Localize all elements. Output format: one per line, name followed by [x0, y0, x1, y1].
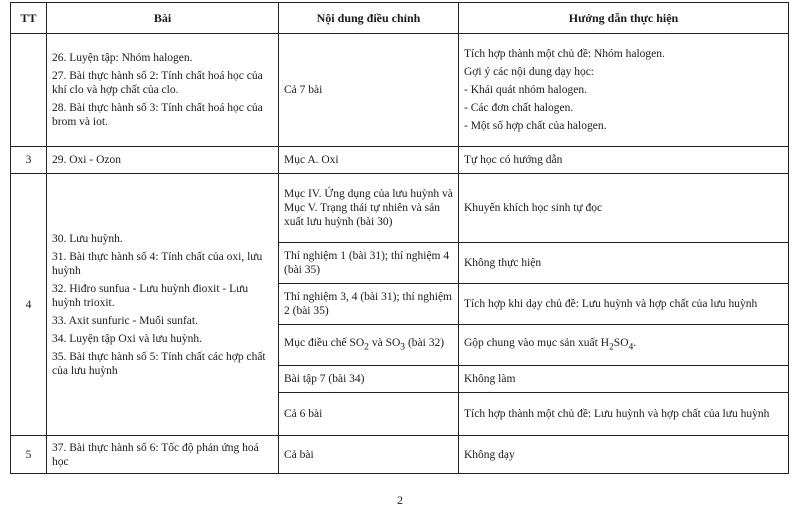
adjustment-table [10, 2, 789, 474]
lesson-item: 26. Luyện tập: Nhóm halogen. [52, 52, 193, 64]
cell-guidance: Khuyến khích học sinh tự đọc [459, 174, 789, 243]
lesson-item: 32. Hiđro sunfua - Lưu huỳnh đioxit - Lưu huỳnh trioxit. [52, 282, 249, 309]
guidance-line: Tích hợp thành một chủ đề: Nhóm halogen. [464, 48, 665, 60]
lesson-item: 28. Bài thực hành số 3: Tính chất hoá học của brom và iot. [52, 102, 263, 128]
cell-lesson: 29. Oxi - Ozon [47, 147, 279, 174]
page-number: 2 [397, 493, 403, 507]
header-adjustment: Nội dung điều chỉnh [279, 3, 459, 34]
lesson-item: 27. Bài thực hành số 2: Tính chất hoá học của khí clo và hợp chất của clo. [52, 70, 263, 96]
guidance-line: - Một số hợp chất của halogen. [464, 120, 607, 132]
cell-adjustment: Mục A. Oxi [279, 147, 459, 174]
lesson-item: 33. Axit sunfuric - Muối sunfat. [52, 314, 198, 327]
formula-text: Gộp chung vào mục sản xuất H [464, 336, 609, 349]
cell-guidance: Không thực hiện [459, 243, 789, 284]
formula-text: (bài 32) [405, 336, 445, 349]
cell-tt: 3 [11, 147, 47, 174]
lesson-item: 35. Bài thực hành số 5: Tính chất các hợp chất của lưu huỳnh [52, 350, 266, 377]
guidance-line: - Các đơn chất halogen. [464, 102, 574, 114]
cell-adjustment: Thí nghiệm 1 (bài 31); thí nghiệm 4 (bài 35) [279, 243, 459, 284]
cell-adjustment: Bài tập 7 (bài 34) [279, 366, 459, 393]
header-tt: TT [11, 3, 47, 34]
cell-lessons [47, 174, 279, 436]
formula-subscript: 2 [609, 341, 614, 353]
cell-guidance: Không làm [459, 366, 789, 393]
lesson-item: 31. Bài thực hành số 4: Tính chất của oxi, lưu huỳnh [52, 250, 263, 277]
header-guidance: Hướng dẫn thực hiện [459, 3, 789, 34]
cell-guidance: Tích hợp khi dạy chủ đề: Lưu huỳnh và hợp chất của lưu huỳnh [459, 284, 789, 325]
cell-guidance: Không dạy [459, 436, 789, 474]
formula-subscript: 2 [364, 341, 369, 353]
lesson-item: 30. Lưu huỳnh. [52, 232, 123, 245]
table-row-sulfur [11, 174, 789, 243]
cell-lessons [47, 34, 279, 147]
cell-tt-empty [11, 34, 47, 147]
cell-tt: 5 [11, 436, 47, 474]
lesson-item: 34. Luyện tập Oxi và lưu huỳnh. [52, 332, 202, 345]
cell-adjustment [279, 325, 459, 366]
cell-adjustment: Cả 6 bài [279, 393, 459, 436]
formula-text: và SO [368, 336, 401, 349]
header-lesson: Bài [47, 3, 279, 34]
guidance-line: Gợi ý các nội dung dạy học: [464, 66, 594, 78]
table-row-oxygen [11, 147, 789, 174]
cell-adjustment: Thí nghiệm 3, 4 (bài 31); thí nghiệm 2 (bài 35) [279, 284, 459, 325]
guidance-line: - Khái quát nhóm halogen. [464, 84, 587, 96]
cell-tt: 4 [11, 174, 47, 436]
cell-adjustment: Cả bài [279, 436, 459, 474]
formula-text: SO [613, 336, 629, 349]
formula-subscript: 3 [400, 341, 406, 353]
cell-guidance [459, 34, 789, 147]
formula-text: . [633, 336, 637, 349]
cell-guidance [459, 325, 789, 366]
cell-guidance: Tích hợp thành một chủ đề: Lưu huỳnh và hợp chất của lưu huỳnh [459, 393, 789, 436]
table-row-reaction-rate [11, 436, 789, 474]
header-row [11, 3, 789, 34]
cell-adjustment: Cả 7 bài [279, 34, 459, 147]
cell-lesson: 37. Bài thực hành số 6: Tốc độ phản ứng hoá học [47, 436, 279, 474]
table-row-halogen [11, 34, 789, 147]
formula-subscript: 4 [628, 341, 634, 353]
cell-guidance: Tự học có hướng dẫn [459, 147, 789, 174]
formula-text: Mục điều chế SO [284, 336, 365, 349]
cell-adjustment: Mục IV. Ứng dụng của lưu huỳnh và Mục V. Trạng thái tự nhiên và sản xuất lưu huỳnh (bài 30) [279, 174, 459, 243]
